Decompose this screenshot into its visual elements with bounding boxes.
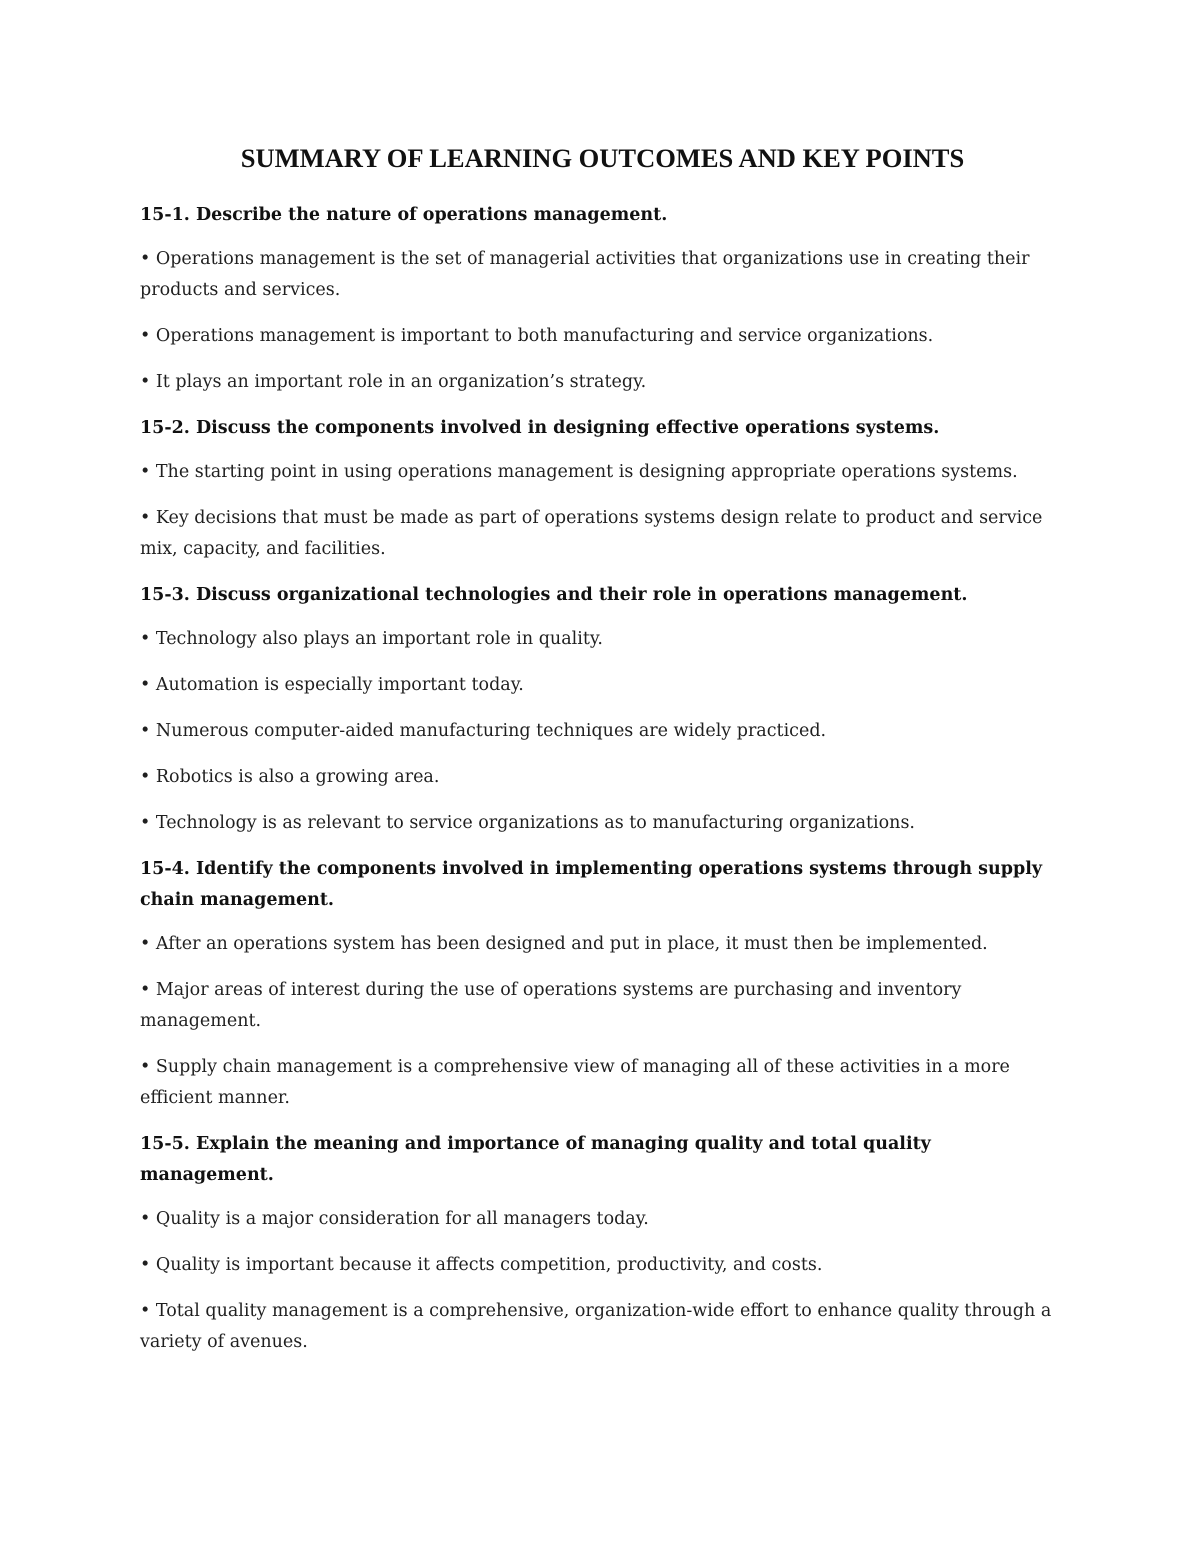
bullet-point: • Major areas of interest during the use of operations systems are purchasing and inventory management.: [140, 980, 962, 1031]
section-15-2: [140, 413, 1065, 565]
bullet-point: • Operations management is the set of managerial activities that organizations use in creating their products and services.: [140, 249, 1030, 300]
section-heading: 15-3. Discuss organizational technologies and their role in operations management.: [140, 585, 968, 605]
section-15-5: [140, 1129, 1065, 1358]
bullet-point: • Supply chain management is a comprehensive view of managing all of these activities in a more efficient manner.: [140, 1057, 1010, 1108]
section-heading: 15-1. Describe the nature of operations management.: [140, 205, 668, 225]
bullet-point: • Operations management is important to both manufacturing and service organizations.: [140, 326, 934, 346]
section-15-4: [140, 854, 1065, 1114]
bullet-point: • Numerous computer-aided manufacturing techniques are widely practiced.: [140, 721, 827, 741]
document-title: SUMMARY OF LEARNING OUTCOMES AND KEY POINTS: [240, 143, 965, 173]
bullet-point: • Key decisions that must be made as part of operations systems design relate to product and service mix, capacity, and facilities.: [140, 508, 1043, 559]
bullet-point: • Robotics is also a growing area.: [140, 767, 440, 787]
section-heading: 15-2. Discuss the components involved in designing effective operations systems.: [140, 418, 940, 438]
section-heading: 15-5. Explain the meaning and importance of managing quality and total quality management.: [140, 1134, 931, 1185]
bullet-point: • Technology also plays an important role in quality.: [140, 629, 603, 649]
bullet-point: • Technology is as relevant to service organizations as to manufacturing organizations.: [140, 813, 915, 833]
bullet-point: • Total quality management is a comprehensive, organization-wide effort to enhance quality through a variety of avenues.: [140, 1301, 1052, 1352]
document-page: [140, 138, 1065, 1373]
section-15-3: [140, 580, 1065, 839]
bullet-point: • Quality is important because it affects competition, productivity, and costs.: [140, 1255, 823, 1275]
section-heading: 15-4. Identify the components involved in implementing operations systems through supply chain management.: [140, 859, 1043, 910]
bullet-point: • The starting point in using operations management is designing appropriate operations systems.: [140, 462, 1018, 482]
bullet-point: • After an operations system has been designed and put in place, it must then be implemented.: [140, 934, 988, 954]
bullet-point: • Quality is a major consideration for all managers today.: [140, 1209, 649, 1229]
bullet-point: • Automation is especially important today.: [140, 675, 524, 695]
section-15-1: [140, 200, 1065, 398]
bullet-point: • It plays an important role in an organization’s strategy.: [140, 372, 647, 392]
